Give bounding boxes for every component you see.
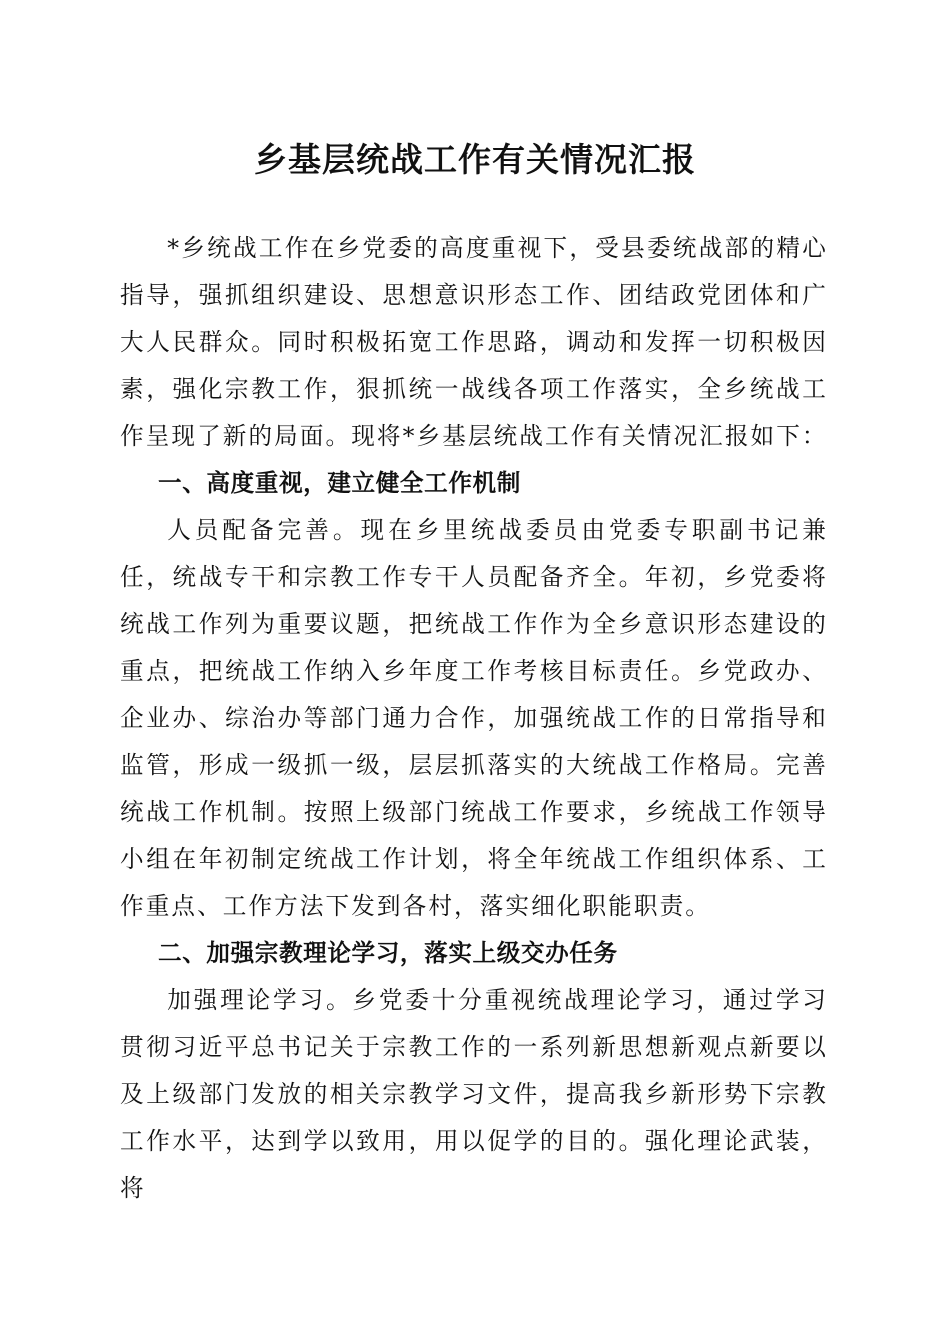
section-1-paragraph: 人员配备完善。现在乡里统战委员由党委专职副书记兼任，统战专干和宗教工作专干人员配备齐全。年初，乡党委将统战工作列为重要议题，把统战工作作为全乡意识形态建设的重点，把统战工作纳入乡年度工作考核目标责任。乡党政办、企业办、综治办等部门通力合作，加强统战工作的日常指导和监管，形成一级抓一级，层层抓落实的大统战工作格局。完善统战工作机制。按照上级部门统战工作要求，乡统战工作领导小组在年初制定统战工作计划，将全年统战工作组织体系、工作重点、工作方法下发到各村，落实细化职能职责。 <box>120 516 828 920</box>
section-2-paragraph: 加强理论学习。乡党委十分重视统战理论学习，通过学习贯彻习近平总书记关于宗教工作的一系列新思想新观点新要以及上级部门发放的相关宗教学习文件，提高我乡新形势下宗教工作水平，达到学以致用，用以促学的目的。强化理论武装，将 <box>120 986 828 1202</box>
intro-paragraph: *乡统战工作在乡党委的高度重视下，受县委统战部的精心指导，强抓组织建设、思想意识形态工作、团结政党团体和广大人民群众。同时积极拓宽工作思路，调动和发挥一切积极因素，强化宗教工作，狠抓统一战线各项工作落实，全乡统战工作呈现了新的局面。现将*乡基层统战工作有关情况汇报如下： <box>120 234 828 450</box>
document-title: 乡基层统战工作有关情况汇报 <box>254 140 696 179</box>
section-heading-2: 二、加强宗教理论学习，落实上级交办任务 <box>158 939 618 967</box>
document-body <box>120 225 828 1212</box>
section-heading-1: 一、高度重视，建立健全工作机制 <box>158 469 521 497</box>
